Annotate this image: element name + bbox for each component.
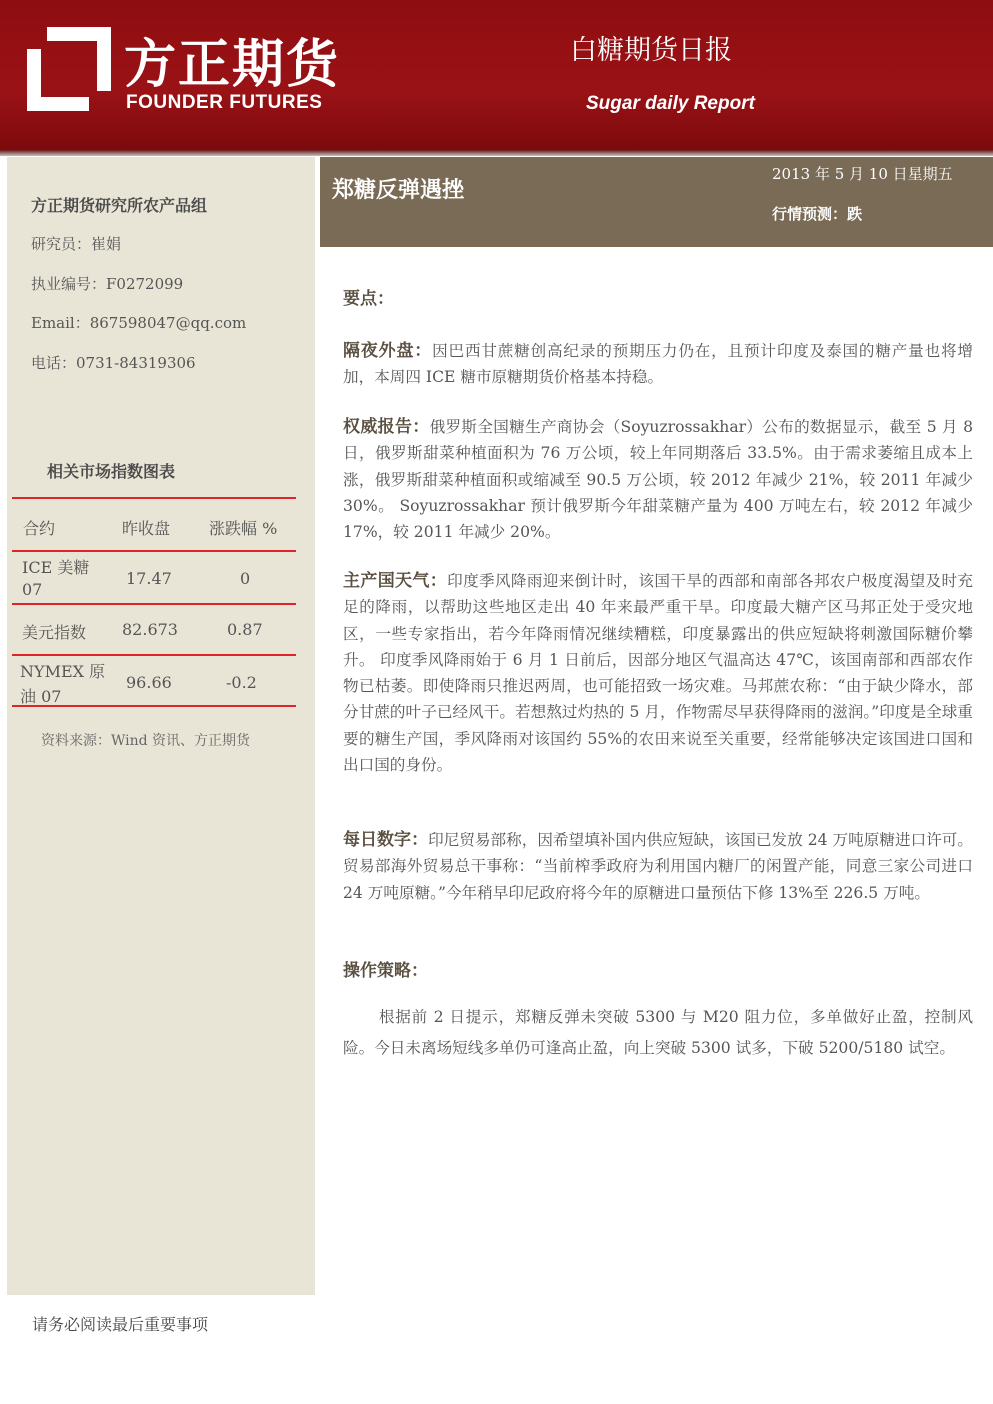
report-label: 权威报告： [343, 417, 430, 437]
daily-number-text: 印尼贸易部称，因希望填补国内供应短缺，该国已发放 24 万吨原糖进口许可。贸易部海外贸易总干事称：“当前榨季政府为利用国内糖厂的闲置产能，同意三家公司进口 24 万吨原糖。”今年稍早印尼政府将今年的原糖进口量预估下修 13%至 226.5 万吨。 [343, 831, 974, 902]
license-number: 执业编号：F0272099 [31, 275, 184, 293]
change-value: 0 [240, 569, 251, 588]
close-value: 17.47 [126, 569, 172, 588]
founder-logo-icon [27, 27, 111, 111]
table-row [12, 654, 296, 707]
contract-name-line2: 07 [22, 580, 43, 599]
report-title-en: Sugar daily Report [586, 93, 755, 114]
contract-name-line2: 油 07 [20, 687, 62, 706]
change-value: 0.87 [227, 620, 263, 639]
weather-label: 主产国天气： [343, 571, 448, 591]
strategy-heading: 操作策略： [343, 961, 428, 981]
contract-name: ICE 美糖 [22, 558, 90, 577]
market-index-table [12, 497, 296, 707]
daily-number-label: 每日数字： [343, 830, 429, 850]
report-headline: 郑糖反弹遇挫 [332, 178, 465, 203]
overnight-label: 隔夜外盘： [343, 341, 433, 361]
forecast [772, 203, 862, 224]
forecast-label: 行情预测： [772, 205, 848, 223]
report-header [0, 0, 993, 150]
table-bottom-rule [12, 705, 296, 707]
contract-name: 美元指数 [22, 623, 87, 642]
title-bar [320, 157, 993, 247]
data-source: 资料来源：Wind 资讯、方正期货 [41, 733, 251, 749]
change-value: -0.2 [226, 673, 257, 692]
market-index-title: 相关市场指数图表 [47, 462, 176, 481]
weather-section [343, 568, 973, 778]
column-header-close: 昨收盘 [122, 519, 171, 538]
table-row [12, 550, 296, 603]
report-text: 俄罗斯全国糖生产商协会（Soyuzrossakhar）公布的数据显示，截至 5 月 8 日，俄罗斯甜菜种植面积为 76 万公顷，较上年同期落后 33.5%。由于需求萎缩且成本上涨，俄罗斯甜菜种植面积或缩减至 90.5 万公顷，较 2012 年减少 21%，较 2011 年减少 30%。 Soyuzrossakhar 预计俄罗斯今年甜菜糖产量为 400 万吨左右，较 2012 年减少 17%，较 2011 年减少 20%。 [343, 418, 973, 542]
sidebar [7, 157, 315, 1295]
forecast-value: 跌 [847, 205, 863, 223]
report-date: 2013 年 5 月 10 日星期五 [772, 165, 953, 183]
email-contact[interactable]: Email：867598047@qq.com [31, 314, 247, 332]
header-divider [0, 150, 993, 156]
logo-english-name: FOUNDER FUTURES [126, 92, 323, 113]
daily-number-section [343, 827, 973, 906]
research-group-name: 方正期货研究所农产品组 [31, 196, 208, 215]
weather-text: 印度季风降雨迎来倒计时，该国干旱的西部和南部各邦农户极度渴望及时充足的降雨，以帮助这些地区走出 40 年来最严重干旱。印度最大糖产区马邦正处于受灾地区，一些专家指出，若今年降雨情况继续糟糕，印度暴露出的供应短缺将刺激国际糖价攀升。 印度季风降雨始于 6 月 1 日前后，因部分地区气温高达 47℃，该国南部和西部农作物已枯萎。即使降雨只推迟两周，也可能招致一场灾难。马邦蔗农称：“由于缺少降水，部分甘蔗的叶子已经风干。若想熬过灼热的 5 月，作物需尽早获得降雨的滋润。”印度是全球重要的糖生产国，季风降雨对该国约 55%的农田来说至关重要，经常能够决定该国进口国和出口国的身份。 [343, 572, 973, 775]
report-section [343, 414, 973, 545]
logo-chinese-name: 方正期货 [124, 35, 341, 95]
contract-name: NYMEX 原 [20, 662, 106, 681]
table-header-row [12, 497, 296, 550]
overnight-section [343, 338, 973, 391]
table-row [12, 603, 296, 654]
column-header-change: 涨跌幅 % [209, 519, 278, 538]
close-value: 82.673 [122, 620, 178, 639]
overnight-text: 因巴西甘蔗糖创高纪录的预期压力仍在，且预计印度及泰国的糖产量也将增加，本周四 ICE 糖市原糖期货价格基本持稳。 [343, 342, 973, 387]
phone-contact: 电话：0731-84319306 [31, 354, 196, 372]
report-title-cn: 白糖期货日报 [570, 35, 732, 66]
disclaimer-note: 请务必阅读最后重要事项 [32, 1315, 209, 1334]
analyst-name: 研究员：崔娟 [31, 235, 122, 253]
strategy-text: 根据前 2 日提示，郑糖反弹未突破 5300 与 M20 阻力位，多单做好止盈，控制风险。今日未离场短线多单仍可逢高止盈，向上突破 5300 试多，下破 5200/5180 试空。 [343, 1008, 973, 1057]
close-value: 96.66 [126, 673, 172, 692]
key-points-heading: 要点： [343, 289, 394, 309]
strategy-section [343, 1002, 973, 1064]
column-header-contract: 合约 [23, 519, 56, 538]
